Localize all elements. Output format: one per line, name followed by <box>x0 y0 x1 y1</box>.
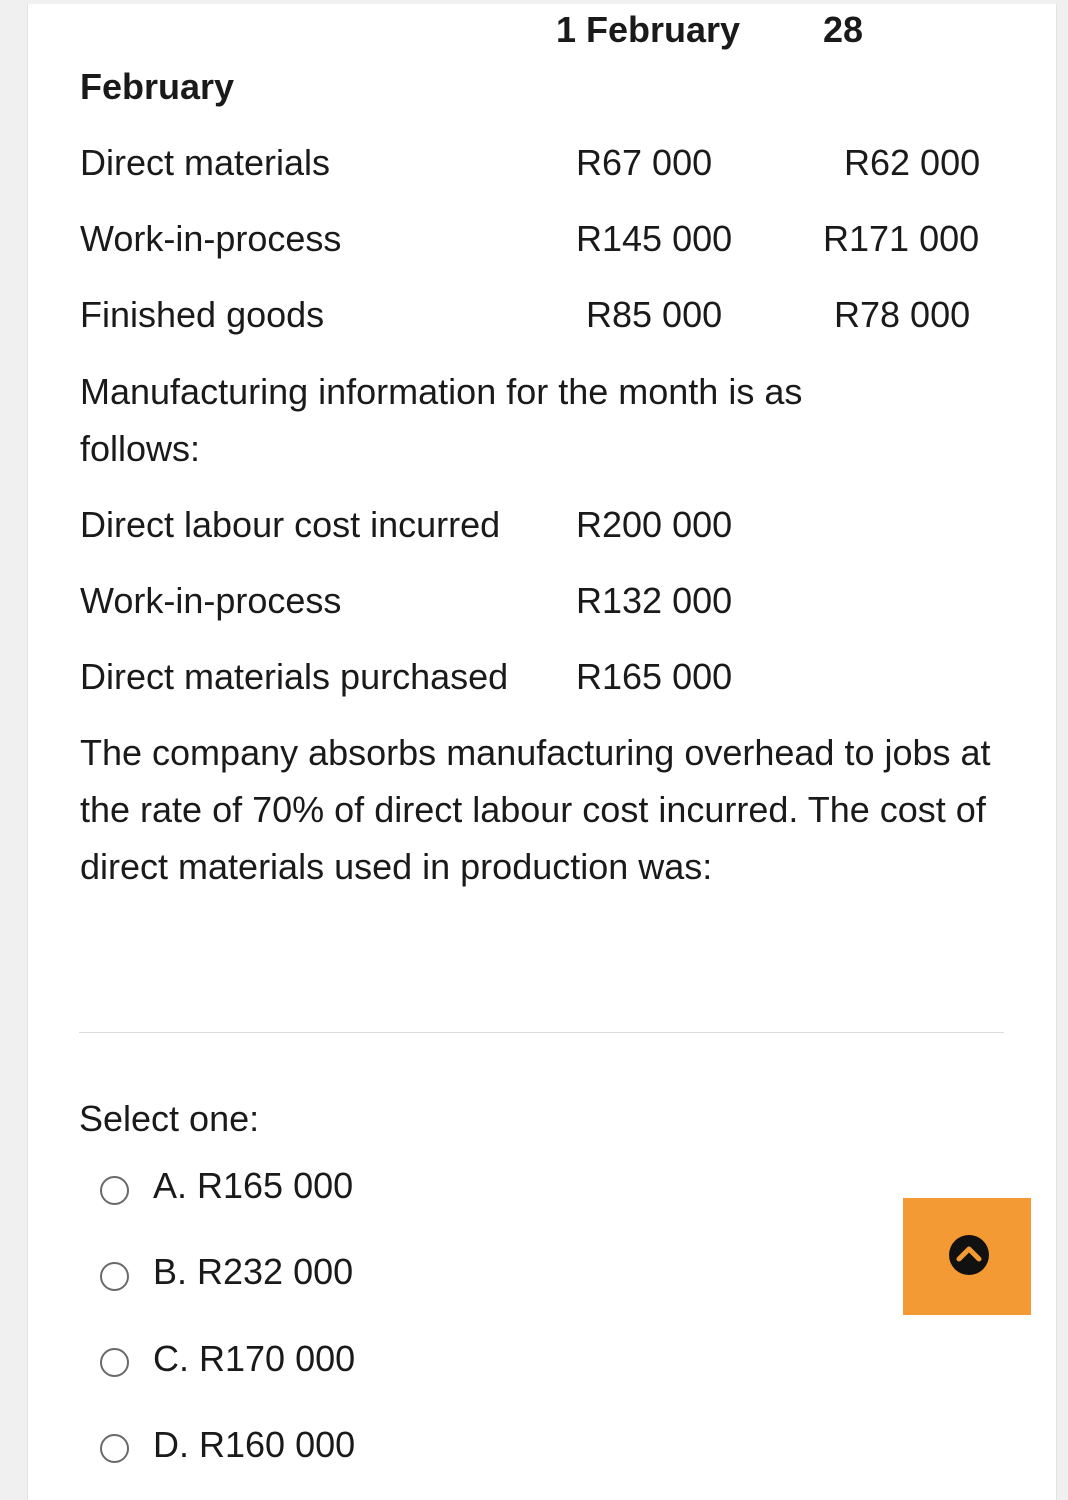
scroll-to-top-button[interactable] <box>903 1198 1031 1315</box>
option-label[interactable]: B. R232 000 <box>153 1251 354 1292</box>
option-label[interactable]: D. R160 000 <box>153 1424 356 1465</box>
column-header-opening: 1 February <box>556 9 741 50</box>
divider <box>79 1032 1004 1033</box>
table-row-closing: R171 000 <box>823 218 980 259</box>
radio-button[interactable] <box>100 1434 129 1463</box>
table-row-closing: R62 000 <box>844 142 981 183</box>
column-header-closing: 28 <box>823 9 864 50</box>
table-row-closing: R78 000 <box>834 294 971 335</box>
info-row-value: R132 000 <box>576 580 733 621</box>
row-header-label: February <box>80 66 235 107</box>
table-row-opening: R145 000 <box>576 218 733 259</box>
info-row-label: Direct labour cost incurred <box>80 504 501 545</box>
radio-button[interactable] <box>100 1348 129 1377</box>
radio-button[interactable] <box>100 1262 129 1291</box>
table-row-label: Direct materials <box>80 142 331 183</box>
info-row-label: Work-in-process <box>80 580 342 621</box>
table-row-label: Work-in-process <box>80 218 342 259</box>
table-row-opening: R67 000 <box>576 142 713 183</box>
intro-paragraph: Manufacturing information for the month is as follows: <box>80 371 803 469</box>
info-row-label: Direct materials purchased <box>80 656 509 697</box>
question-text: The company absorbs manufacturing overhead to jobs at the rate of 70% of direct labour cost incurred. The cost of direct materials used in production was: <box>80 732 991 887</box>
radio-button[interactable] <box>100 1176 129 1205</box>
option-label[interactable]: A. R165 000 <box>153 1165 354 1206</box>
select-one-label: Select one: <box>79 1098 260 1139</box>
info-row-value: R165 000 <box>576 656 733 697</box>
option-label[interactable]: C. R170 000 <box>153 1338 356 1379</box>
table-row-opening: R85 000 <box>586 294 723 335</box>
chevron-up-circle-icon <box>948 1234 990 1276</box>
info-row-value: R200 000 <box>576 504 733 545</box>
table-row-label: Finished goods <box>80 294 325 335</box>
